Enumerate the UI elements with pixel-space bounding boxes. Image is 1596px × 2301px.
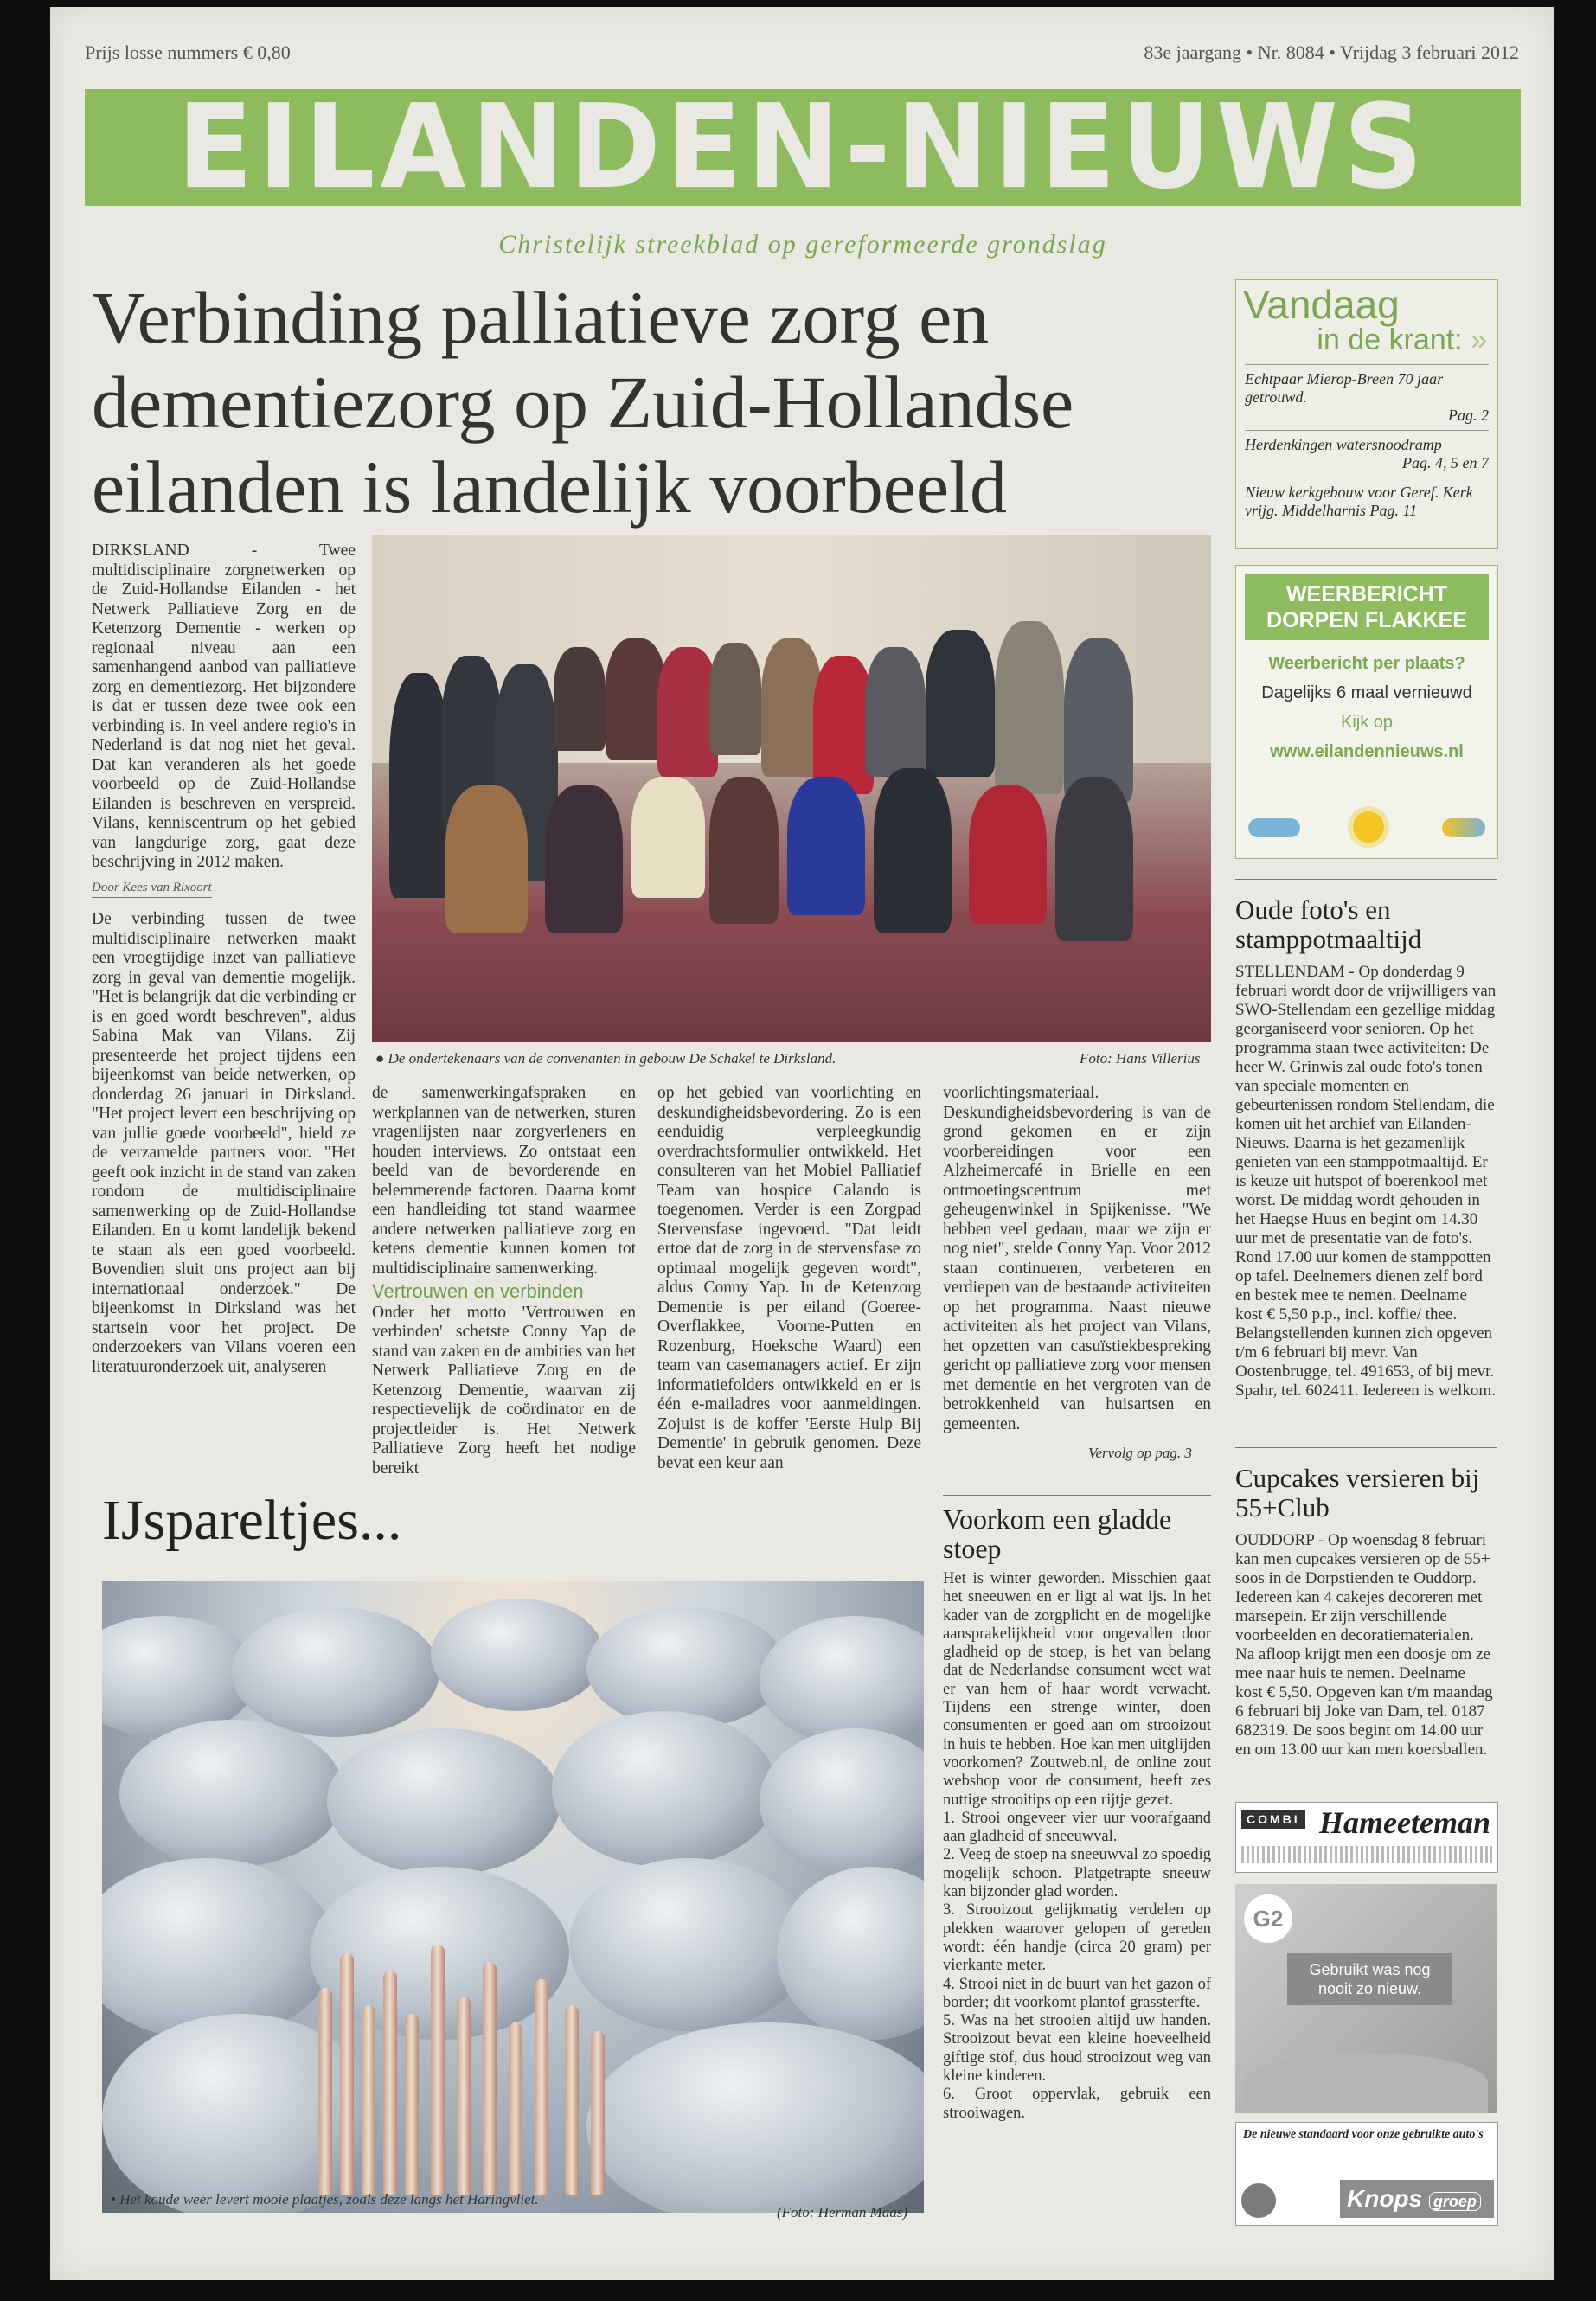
issue-line: 83e jaargang • Nr. 8084 • Vrijdag 3 februari 2012 xyxy=(1144,42,1519,63)
stoep-headline: Voorkom een gladde stoep xyxy=(943,1503,1172,1564)
article-lead: DIRKSLAND - Twee multidisciplinaire zorgnetwerken op de Zuid-Hollandse Eilanden - het Netwerk Palliatieve Zorg en de Ketenzorg Dementie - werken op regionaal niveau aan een samenhangend aanbod van palliatieve zorg en dementiezorg. Het bijzondere is dat er tussen deze twee ook een verbinding is. In veel andere regio's in Nederland is dat nog niet het geval. Dat kan veranderen als het goede voorbeeld op de Zuid-Hollandse Eilanden is beschreven en verspreid. Vilans, kenniscentrum op het gebied van langdurige zorg, gaat deze beschrijving in 2012 maken. xyxy=(92,542,356,871)
tagline: Christelijk streekblad op gereformeerde grondslag xyxy=(85,230,1521,260)
newspaper-page xyxy=(50,7,1554,2280)
sun-cloud-icon xyxy=(1442,818,1485,837)
knops-slogan: De nieuwe standaard voor onze gebruikte auto's xyxy=(1243,2128,1484,2141)
knops-logo-text: Knops xyxy=(1347,2185,1423,2212)
knops-ad[interactable] xyxy=(1235,2122,1498,2226)
foto-brand: Hameeteman xyxy=(1319,1805,1490,1840)
stoep-tip: 4. Strooi niet in de buurt van het gazon of border; dit voorkomt plantof grassterfte. xyxy=(943,1975,1211,2011)
weather-title-1: WEERBERICHT xyxy=(1285,582,1448,606)
arrow-icon: » xyxy=(1471,324,1487,356)
vandaag-item-page: Pag. 4, 5 en 7 xyxy=(1402,454,1489,471)
ice-photo xyxy=(102,1581,924,2213)
knops-group: groep xyxy=(1429,2192,1481,2211)
vandaag-item-page: Pag. 2 xyxy=(1448,407,1489,424)
vandaag-item-text: Nieuw kerkgebouw voor Geref. Kerk vrijg. Middelharnis xyxy=(1245,484,1473,519)
group-photo xyxy=(372,535,1211,1042)
masthead-title: EILANDEN-NIEUWS xyxy=(176,79,1429,215)
vandaag-subtitle xyxy=(1236,324,1487,357)
article-col-3: op het gebied van voorlichting en deskundigheidsbevordering. Zo is een eenduidig verpleegkundig overdrachtsformulier ontwikkeld. Het consulteren van het Mobiel Palliatief Team van hospice Calando is toegenomen. Verder is een Zorgpad Stervensfase ingevoerd. "Dat leidt ertoe dat de zorg in de stervensfase zo optimaal mogelijk gegeven wordt", aldus Conny Yap. In de Ketenzorg Dementie is per eiland (Goeree-Overflakkee, Voorne-Putten en Rozenburg, Hoeksche Waard) een team van casemanagers actief. Er zijn informatiefolders ontwikkeld en er is één e-mailadres voor aanmeldingen. Zojuist is de koffer 'Eerste Hulp Bij Dementie' in gebruik genomen. Deze bevat een keur aan xyxy=(657,1084,921,1472)
vandaag-item-text: Herdenkingen watersnoodramp xyxy=(1245,436,1442,453)
photo-credit: Foto: Hans Villerius xyxy=(1080,1050,1201,1067)
photo-caption: ● De ondertekenaars van de convenanten in gebouw De Schakel te Dirksland. xyxy=(375,1050,836,1067)
g2-text: Gebruikt was nog nooit zo nieuw. xyxy=(1287,1953,1452,2005)
vandaag-box xyxy=(1235,279,1498,549)
g2-ad[interactable] xyxy=(1235,1884,1497,2113)
vandaag-subtitle-text: in de krant: xyxy=(1317,324,1463,356)
article-col-2 xyxy=(372,1084,636,1478)
g2-logo: G2 xyxy=(1244,1894,1292,1943)
article-body-2a: de samenwerkingafspraken en werkplannen van de netwerken, sturen vragenlijsten naar zorgverleners en houden interviews. Zo ontstaat een beeld van de bevorderende en belemmerende factoren. Daarna komt een handleiding tot stand waarmee andere netwerken palliatieve zorg en ketens dementie kunnen komen tot multidisciplinaire samenwerking. xyxy=(372,1084,636,1278)
weather-header xyxy=(1245,574,1489,640)
stoep-intro: Het is winter geworden. Misschien gaat het sneeuwen en er ligt al wat ijs. In het kader van de zorgplicht en de mogelijke aansprakelijkheid voor ongevallen door gladheid op de stoep, is het van belang dat de Nederlandse consument weet wat er van hem of haar wordt verwacht. Tijdens een strenge winter, doen consumenten er goed aan om strooizout in huis te hebben. Hoe kan men uitglijden voorkomen? Zoutweb.nl, de online zout webshop voor de consument, heeft zes nuttige strooitips op een rijtje gezet. xyxy=(943,1570,1211,1809)
stoep-body xyxy=(943,1570,1211,2123)
ijs-caption-text: Het koude weer levert mooie plaatjes, zoals deze langs het Haringvliet. xyxy=(119,2191,539,2208)
vandaag-item[interactable] xyxy=(1245,364,1489,430)
weather-line-1: Weerbericht per plaats? xyxy=(1268,654,1465,673)
price-line: Prijs losse nummers € 0,80 xyxy=(85,42,291,63)
weather-text xyxy=(1236,649,1497,766)
knops-logo xyxy=(1340,2180,1494,2218)
vandaag-item-page: Pag. 11 xyxy=(1369,502,1418,519)
sun-icon xyxy=(1353,811,1384,843)
ijs-credit: (Foto: Herman Maas) xyxy=(777,2204,908,2221)
stoep-tip: 6. Groot oppervlak, gebruik een strooiwagen. xyxy=(943,2086,1211,2122)
article-col-4: voorlichtingsmateriaal. Deskundigheidsbevordering is van de grond gekomen en er zijn voorbereidingen voor een Alzheimercafé in Brielle en een ontmoetingscentrum met geheugenwinkel in Spijkenisse. "We hebben veel gedaan, maar we zijn er nog niet", stelde Conny Yap. Voor 2012 staan continueren, verbeteren en verdiepen van de bestaande activiteiten op het programma. Naast nieuwe activiteiten als het project van Vilans, het opzetten van casuïstiekbespreking gericht op palliatieve zorg voor mensen met dementie en het vergroten van de betrokkenheid van huisartsen en gemeenten. xyxy=(943,1084,1211,1433)
byline: Door Kees van Rixoort xyxy=(92,878,212,899)
vandaag-item[interactable] xyxy=(1245,478,1489,525)
article-subhead: Vertrouwen en verbinden xyxy=(372,1280,584,1302)
stoep-tip: 3. Strooizout gelijkmatig verdelen op plekken waarover gelopen of gereden wordt: één handje (circa 20 gram) per vierkante meter. xyxy=(943,1901,1211,1975)
weather-line-2: Dagelijks 6 maal vernieuwd xyxy=(1261,683,1472,702)
photo-caption-text: De ondertekenaars van de convenanten in gebouw De Schakel te Dirksland. xyxy=(388,1050,836,1067)
sidebar-headline-2: Cupcakes versieren bij 55+Club xyxy=(1235,1463,1480,1522)
ijs-headline: IJspareltjes... xyxy=(102,1489,402,1552)
vandaag-item[interactable] xyxy=(1245,430,1489,478)
weather-box xyxy=(1235,565,1498,859)
article-body-1: De verbinding tussen de twee multidisciplinaire netwerken maakt een vroegtijdige inzet van palliatieve zorg in geval van dementie mogelijk. "Het is belangrijk dat die verbinding er is en goed wordt beschreven", aldus Sabina Mak van Vilans. Zij presenteerde het project tijdens een bijeenkomst van beide netwerken, op donderdag 26 januari in Dirksland. "Het project levert een beschrijving op van jullie goede voorbeeld", hield ze de verzamelde partners voor. "Het geeft ook inzicht in de stand van zaken rondom de multidisciplinaire samenwerking op de Zuid-Hollandse Eilanden. En u komt landelijk bekend te staan als een goed voorbeeld. Bovendien sluit ons project aan bij internationaal onderzoek." De bijeenkomst in Dirksland was het startsein voor het project. De onderzoekers van Vilans voeren een literatuuronderzoek uit, analyseren xyxy=(92,910,356,1376)
sidebar-body-2: OUDDORP - Op woensdag 8 februari kan men cupcakes versieren op de 55+ soos in de Dorpstienden te Ouddorp. Iedereen kan 4 cakejes decoreren met marsepein. Er zijn verschillende voorbeelden en decoratiematerialen. Na afloop krijgt men een doosje om ze mee naar huis te nemen. Deelname kost € 5,50. Opgeven kan t/m maandag 6 februari bij Joke van Dam, tel. 0187 682319. De soos begint om 14.00 uur en om 13.00 uur kan men koersballen. xyxy=(1235,1531,1493,1759)
sidebar-article-1 xyxy=(1235,879,1497,1400)
weather-url[interactable]: www.eilandennieuws.nl xyxy=(1270,742,1464,761)
certified-badge-icon xyxy=(1241,2183,1276,2218)
cloud-icon xyxy=(1248,818,1300,837)
combi-logo: COMBI xyxy=(1241,1810,1305,1829)
weather-line-3: Kijk op xyxy=(1340,713,1394,732)
stoep-tip: 1. Strooi ongeveer vier uur voorafgaand aan gladheid of sneeuwval. xyxy=(943,1809,1211,1846)
weather-title-2: DORPEN FLAKKEE xyxy=(1266,608,1467,632)
vandaag-list xyxy=(1245,364,1489,525)
sidebar-headline-1: Oude foto's en stamppotmaaltijd xyxy=(1235,894,1422,954)
stoep-tip: 2. Veeg de stoep na sneeuwval zo spoedig mogelijk schoon. Platgetrapte sneeuw kan bijzonder glad worden. xyxy=(943,1846,1211,1901)
continued-link[interactable]: Vervolg op pag. 3 xyxy=(1088,1445,1192,1461)
article-body-2b: Onder het motto 'Vertrouwen en verbinden' schetste Conny Yap de stand van zaken en de ambities van het Netwerk Palliatieve Zorg en de Ketenzorg Dementie, waarvan zij respectievelijk de coördinator en de projectleider is. Het Netwerk Palliatieve Zorg heeft het nodige bereikt xyxy=(372,1303,636,1477)
masthead xyxy=(85,79,1521,215)
main-headline: Verbinding palliatieve zorg en dementiezorg op Zuid-Hollandse eilanden is landelijk voorbeeld xyxy=(92,276,1074,529)
sidebar-body-1: STELLENDAM - Op donderdag 9 februari wordt door de vrijwilligers van SWO-Stellendam een gezellige middag georganiseerd voor senioren. Op het programma staan twee activiteiten: De heer W. Grinwis zal oude foto's tonen van speciale momenten en gebeurtenissen rondom Stellendam, die komen uit het archief van Eilanden-Nieuws. Daarna is het gezamenlijk genieten van een stamppotmaaltijd. Er is keuze uit hutspot of boerenkool met worst. De middag wordt gehouden in het Haegse Huus en begint om 14.30 uur met de presentatie van de foto's. Rond 17.00 uur komen de stamppotten op tafel. Deelnemers dienen zelf bord en bestek mee te nemen. Deelname kost € 5,50 p.p., incl. koffie/ thee. Belangstellenden kunnen zich opgeven t/m 6 februari bij mevr. Van Oostenbrugge, tel. 491653, of bij mevr. Spahr, tel. 602411. Iedereen is welkom. xyxy=(1235,963,1497,1400)
vandaag-item-text: Echtpaar Mierop-Breen 70 jaar getrouwd. xyxy=(1245,370,1444,406)
foto-ad[interactable] xyxy=(1235,1802,1498,1873)
stoep-tip: 5. Was na het strooien altijd uw handen. Strooizout bevat een kleine hoeveelheid giftige stof, dus houd strooizout weg van kleine kinderen. xyxy=(943,2012,1211,2086)
ijs-caption: • Het koude weer levert mooie plaatjes, zoals deze langs het Haringvliet. xyxy=(111,2191,539,2208)
vandaag-title: Vandaag xyxy=(1243,282,1400,327)
stoep-article xyxy=(943,1495,1211,2123)
sidebar-article-2 xyxy=(1235,1447,1497,1759)
article-col-1 xyxy=(92,542,356,1377)
